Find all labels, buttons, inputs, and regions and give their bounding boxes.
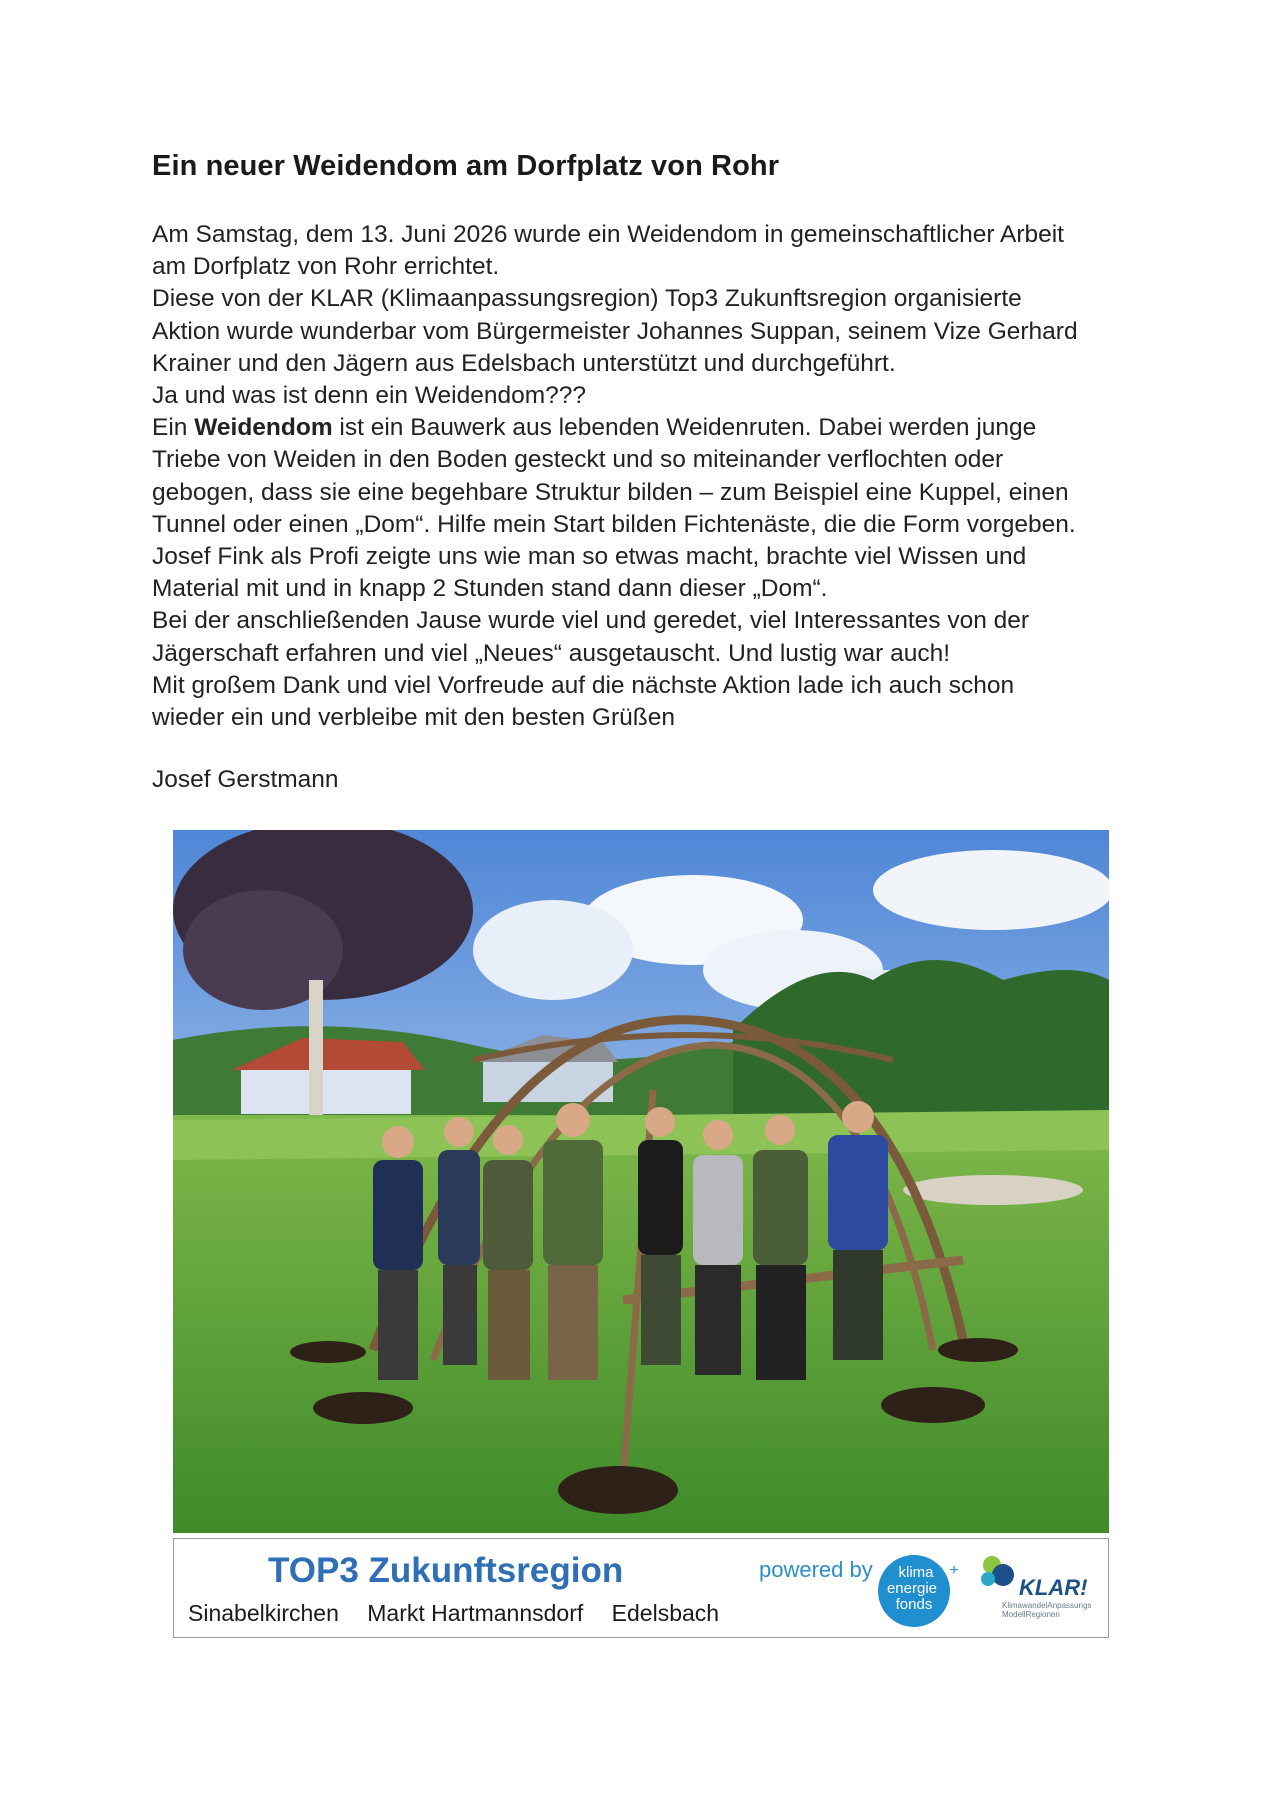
place-edelsbach: Edelsbach [611,1600,720,1626]
definition-prefix: Ein [152,414,195,442]
klima-energie-fonds-logo [874,1549,964,1629]
klar-logo-subtitle: KlimawandelAnpassungs ModellRegionen [1002,1601,1092,1619]
body-line: Triebe von Weiden in den Boden gesteckt und so miteinander verflochten oder [152,446,1004,474]
body-line: Aktion wurde wunderbar vom Bürgermeister Johannes Suppan, seinem Vize Gerhard [152,317,1078,345]
article-title: Ein neuer Weidendom am Dorfplatz von Rohr [152,150,780,182]
place-sinabelkirchen: Sinabelkirchen [188,1600,339,1626]
body-line: am Dorfplatz von Rohr errichtet. [152,253,500,281]
body-line: Jägerschaft erfahren und viel „Neues“ ausgetauscht. Und lustig war auch! [152,639,951,667]
sponsor-banner [173,1538,1109,1638]
body-line: gebogen, dass sie eine begehbare Struktur bilden – zum Beispiel eine Kuppel, einen [152,478,1069,506]
body-line: Ja und was ist denn ein Weidendom??? [152,382,587,410]
powered-by-label: powered by [759,1557,873,1582]
banner-title: TOP3 Zukunftsregion [268,1551,624,1590]
definition-term: Weidendom [194,414,333,442]
definition-line [152,412,1162,444]
body-line: Mit großem Dank und viel Vorfreude auf die nächste Aktion lade ich auch schon [152,671,1015,699]
body-line: Krainer und den Jägern aus Edelsbach unterstützt und durchgeführt. [152,349,896,377]
klima-logo-plus: + [949,1562,959,1579]
definition-rest: ist ein Bauwerk aus lebenden Weidenruten. Dabei werden junge [332,414,1037,442]
article-body [152,219,1162,734]
body-line: Material mit und in knapp 2 Stunden stand dann dieser „Dom“. [152,575,828,603]
klima-logo-line-2: energie [886,1580,938,1597]
body-line: wieder ein und verbleibe mit den besten Grüßen [152,704,675,732]
body-line: Bei der anschließenden Jause wurde viel und geredet, viel Interessantes von der [152,607,1030,635]
body-line: Josef Fink als Profi zeigte uns wie man so etwas macht, brachte viel Wissen und [152,543,1027,571]
klar-logo-text: KLAR! [1019,1575,1088,1600]
group-photo [173,830,1109,1533]
banner-places [188,1600,741,1627]
body-line: Diese von der KLAR (Klimaanpassungsregion) Top3 Zukunftsregion organisierte [152,285,1022,313]
body-line: Am Samstag, dem 13. Juni 2026 wurde ein Weidendom in gemeinschaftlicher Arbeit [152,221,1064,248]
body-line: Tunnel oder einen „Dom“. Hilfe mein Start bilden Fichtenäste, die die Form vorgeben. [152,510,1076,538]
place-markt-hartmannsdorf: Markt Hartmannsdorf [367,1600,584,1626]
photo-illustration [173,830,1109,1533]
signature: Josef Gerstmann [152,766,339,793]
klima-logo-line-1: klima [898,1564,934,1581]
klima-logo-line-3: fonds [895,1596,933,1613]
